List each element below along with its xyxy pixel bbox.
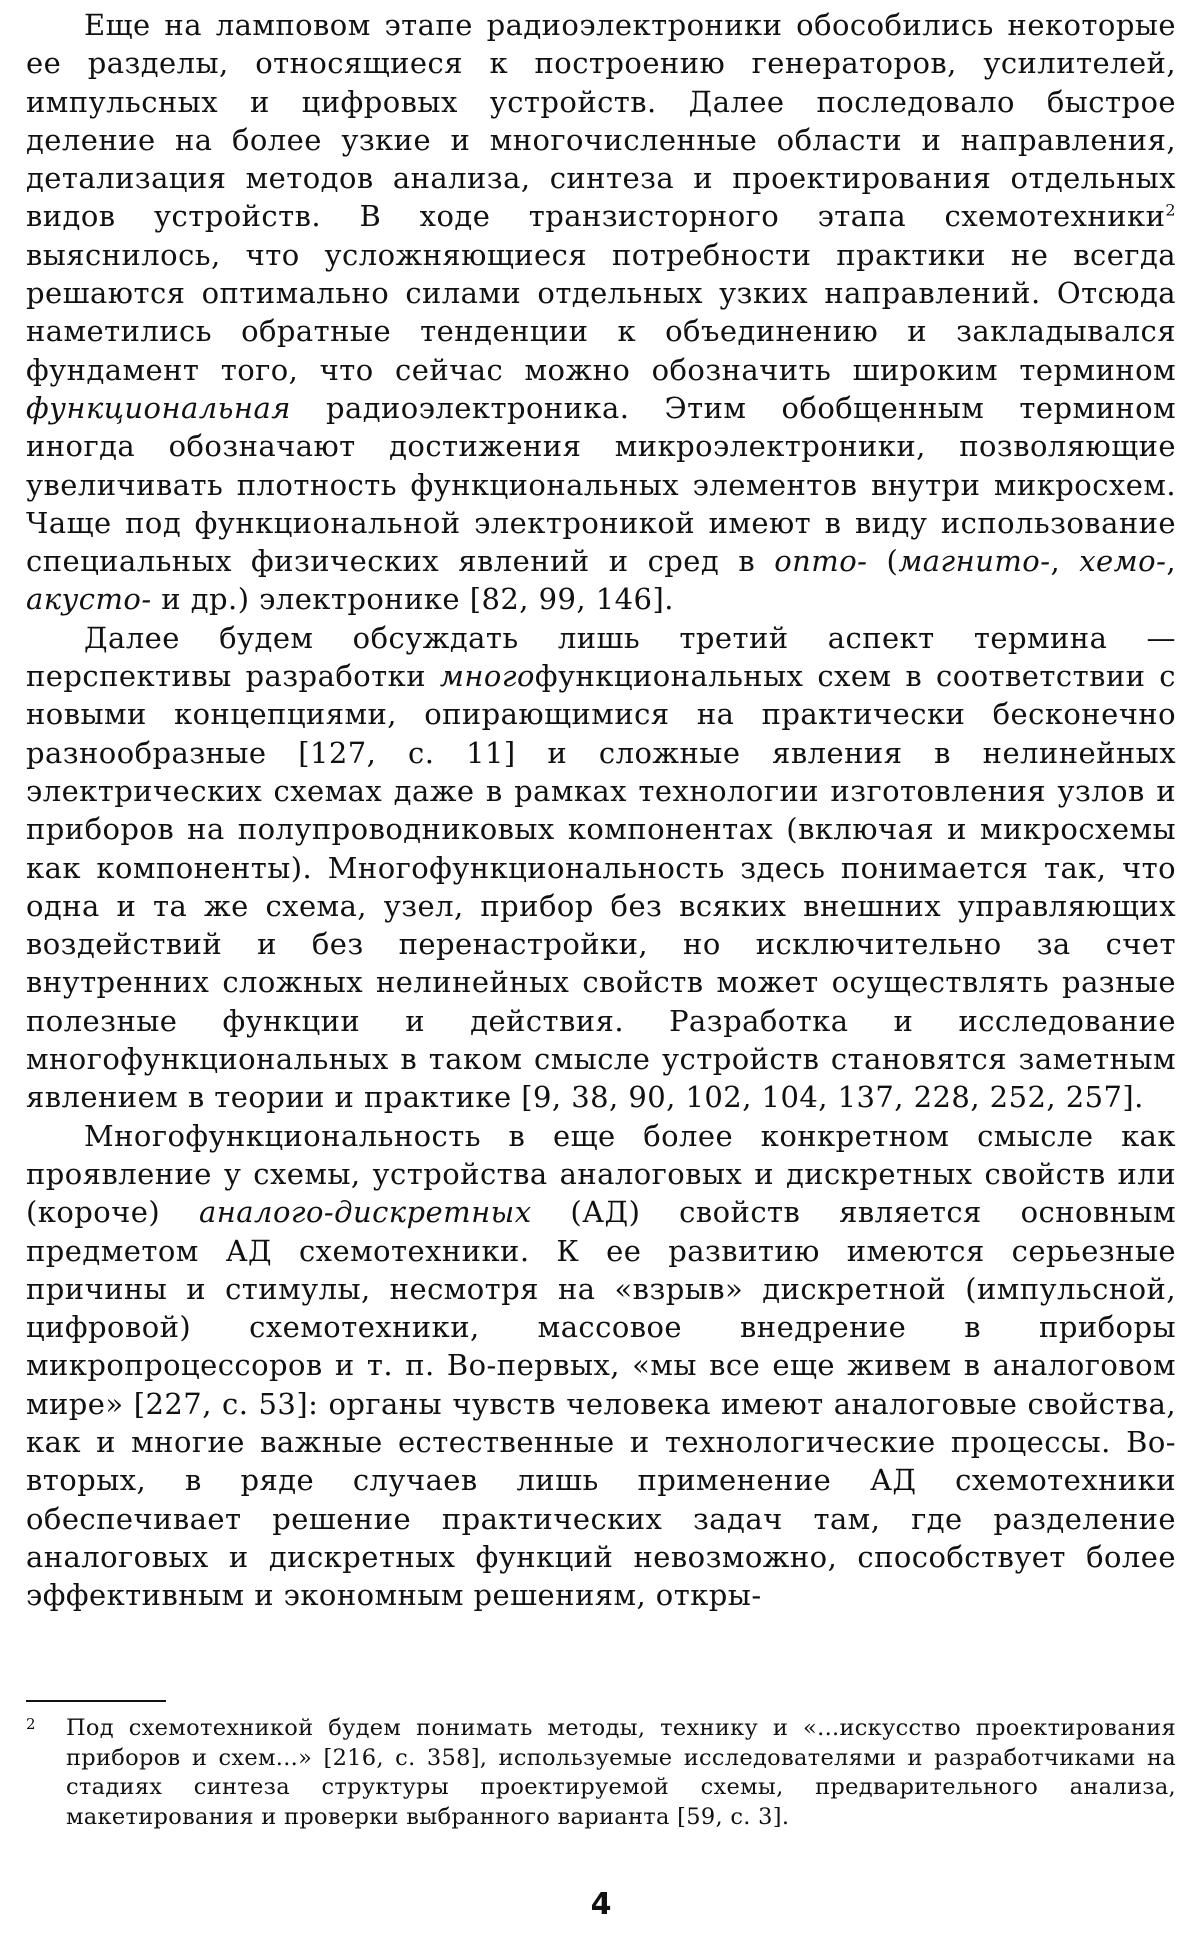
- italic-term: функциональная: [26, 390, 291, 425]
- paragraph-3: [26, 1117, 1176, 1615]
- footnote-text: Под схемотехникой будем понимать методы, технику и «...искусство проектирования приборов и схем...» [216, с. 358], используемые исследователями и разработчиками на стадиях синтеза структуры проектируемой схемы, предварительного анализа, макетирования и проверки выбранного варианта [59, с. 3].: [66, 1715, 1176, 1830]
- book-page: [26, 0, 1176, 1949]
- footnote-divider: [26, 1700, 166, 1702]
- paragraph-2: [26, 619, 1176, 1117]
- text-run: (АД) свойств является основным предметом АД схемотехники. К ее развитию имеются серьезные причины и стимулы, несмотря на «взрыв» дискретной (импульсной, цифровой) схемотехники, массовое внедрение в приборы микропроцессоров и т. п. Во-первых, «мы все еще живем в аналоговом мире» [227, с. 53]: органы чувств человека имеют аналоговые свойства, как и многие важные естественные и технологические процессы. Во-вторых, в ряде случаев лишь применение АД схемотехники обеспечивает решение практических задач там, где разделение аналоговых и дискретных функций невозможно, способствует более эффективным и экономным решениям, откры-: [26, 1195, 1176, 1613]
- text-run: радиоэлектроника. Этим обобщенным термином иногда обозначают достижения микроэлектроники, позволяющие увеличивать плотность функциональных элементов внутри микросхем. Чаще под функциональной электроникой имеют в виду использование специальных физических явлений и сред в: [26, 390, 1176, 579]
- italic-term: много: [439, 659, 535, 694]
- italic-term: опто-: [774, 544, 868, 579]
- main-text: [26, 6, 1176, 1614]
- page-number: 4: [590, 1887, 612, 1922]
- text-run: функциональных схем в соответствии с новыми концепциями, опирающимися на практически бесконечно разнообразные [127, с. 11] и сложные явления в нелинейных электрических схемах даже в рамках технологии изготовления узлов и приборов на полупроводниковых компонентах (включая и микросхемы как компоненты). Многофункциональность здесь понимается так, что одна и та же схема, узел, прибор без всяких внешних управляющих воздействий и без перенастройки, но исключительно за счет внутренних сложных нелинейных свойств может осуществлять разные полезные функции и действия. Разработка и исследование многофункциональных в таком смысле устройств становятся заметным явлением в теории и практике [9, 38, 90, 102, 104, 137, 228, 252, 257].: [26, 659, 1177, 1115]
- text-run: (: [867, 544, 899, 579]
- italic-term: магнито-: [898, 544, 1051, 579]
- text-run: выяснилось, что усложняющиеся потребности практики не всегда решаются оптимально силами отдельных узких направлений. Отсюда наметились обратные тенденции к объединению и закладывался фундамент того, что сейчас можно обозначить широким термином: [26, 237, 1176, 387]
- paragraph-1: [26, 6, 1176, 619]
- italic-term: хемо-: [1079, 544, 1167, 579]
- footnote-reference: 2: [1165, 200, 1176, 220]
- text-run: Далее будем обсуждать лишь третий аспект термина — перспективы разработки: [26, 620, 1176, 694]
- text-run: Многофункциональность в еще более конкретном смысле как проявление у схемы, устройства аналоговых и дискретных свойств или (короче): [26, 1118, 1176, 1230]
- text-run: ,: [1050, 544, 1080, 579]
- text-run: ,: [1166, 544, 1176, 579]
- footnote-marker: 2: [26, 1715, 36, 1733]
- text-run: Еще на ламповом этапе радиоэлектроники обособились некоторые ее разделы, относящиеся к построению генераторов, усилителей, импульсных и цифровых устройств. Далее последовало быстрое деление на более узкие и многочисленные области и направления, детализация методов анализа, синтеза и проектирования отдельных видов устройств. В ходе транзисторного этапа схемотехники: [26, 8, 1176, 234]
- footnote-paragraph: [26, 1714, 1176, 1832]
- italic-term: акусто-: [26, 582, 152, 617]
- text-run: и др.) электронике [82, 99, 146].: [151, 582, 674, 617]
- footnote: [26, 1714, 1176, 1832]
- italic-term: аналого-дискретных: [199, 1195, 532, 1230]
